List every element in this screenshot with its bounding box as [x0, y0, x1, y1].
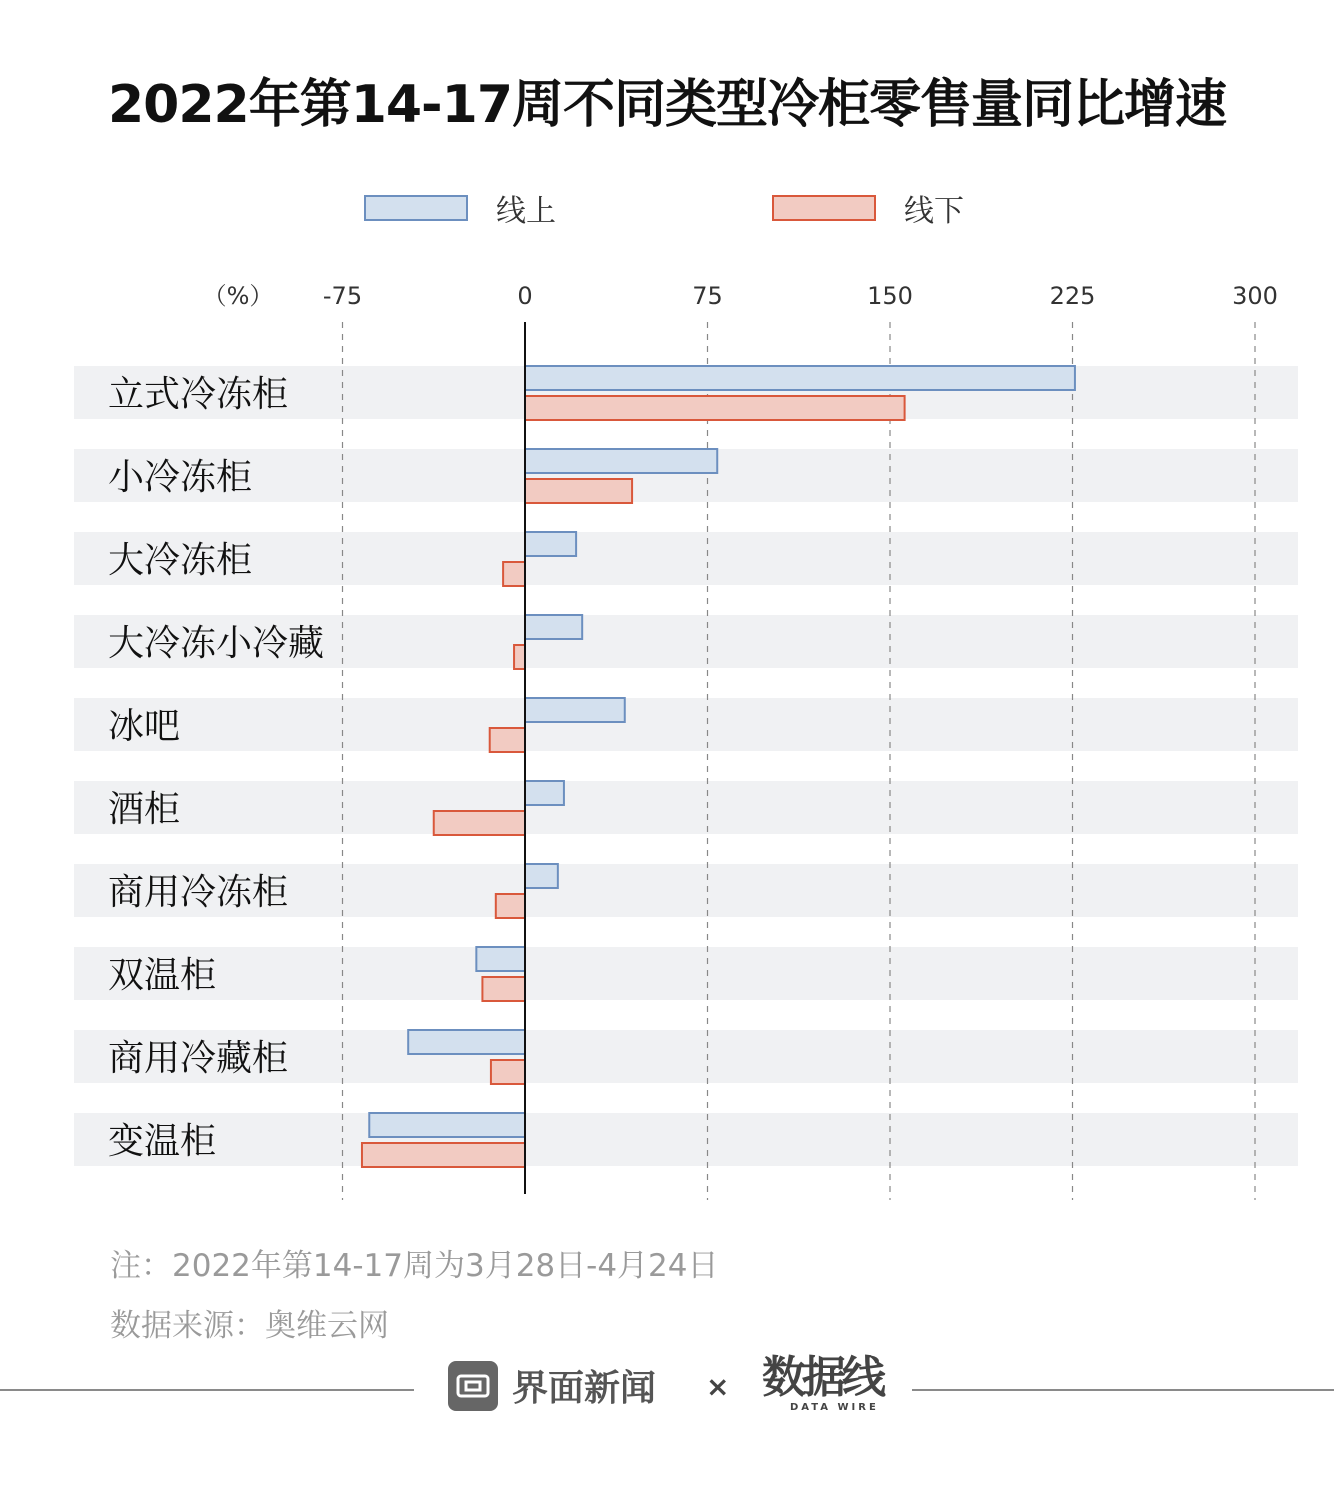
- bar-offline: [482, 977, 525, 1001]
- row-band: [74, 1113, 1298, 1166]
- bar-online: [476, 947, 525, 971]
- legend-label-offline: 线下: [904, 194, 964, 229]
- category-label: 变温柜: [108, 1121, 217, 1162]
- bar-online: [525, 532, 576, 556]
- category-label: 冰吧: [108, 706, 181, 747]
- bar-online: [369, 1113, 525, 1137]
- bar-online: [525, 864, 558, 888]
- x-tick-label: 150: [867, 282, 913, 310]
- row-band: [74, 532, 1298, 585]
- x-tick-label: 0: [517, 282, 533, 310]
- category-label: 商用冷藏柜: [108, 1038, 289, 1079]
- bar-offline: [491, 1060, 525, 1084]
- x-tick-label: 75: [692, 282, 723, 310]
- legend-label-online: 线上: [496, 194, 556, 229]
- bar-offline: [525, 479, 632, 503]
- brand-separator: ×: [706, 1370, 730, 1403]
- bar-offline: [503, 562, 525, 586]
- bar-offline: [434, 811, 525, 835]
- bar-offline: [490, 728, 525, 752]
- data-wire-logo: [762, 1350, 892, 1430]
- x-tick-label: -75: [322, 282, 363, 310]
- x-tick-label: 225: [1049, 282, 1096, 310]
- category-label: 双温柜: [108, 955, 217, 996]
- row-band: [74, 781, 1298, 834]
- row-band: [74, 947, 1298, 1000]
- bar-online: [525, 615, 582, 639]
- unit-label: （%）: [202, 282, 274, 310]
- bar-online: [408, 1030, 525, 1054]
- category-label: 大冷冻柜: [108, 540, 253, 581]
- jiemian-logo-icon: [448, 1361, 498, 1411]
- chart-note: 注：2022年第14-17周为3月28日-4月24日: [110, 1248, 719, 1284]
- bar-online: [525, 781, 564, 805]
- row-band: [74, 698, 1298, 751]
- bar-offline: [525, 396, 905, 420]
- category-label: 立式冷冻柜: [108, 374, 289, 415]
- brand-name: 界面新闻: [512, 1368, 657, 1409]
- footer-divider-left: [0, 1389, 414, 1391]
- x-tick-label: 300: [1232, 282, 1278, 310]
- bar-online: [525, 698, 625, 722]
- bar-online: [525, 366, 1075, 390]
- data-wire-logo-sub: DATA WIRE: [790, 1402, 879, 1413]
- data-source: 数据来源：奥维云网: [110, 1308, 389, 1344]
- category-label: 大冷冻小冷藏: [108, 623, 325, 664]
- category-label: 小冷冻柜: [108, 457, 253, 498]
- footer-divider-right: [912, 1389, 1334, 1391]
- chart-title: 2022年第14-17周不同类型冷柜零售量同比增速: [107, 75, 1227, 135]
- data-wire-logo-text: 数据线: [762, 1352, 882, 1403]
- bar-offline: [362, 1143, 525, 1167]
- bar-offline: [514, 645, 525, 669]
- brand-jiemian: [448, 1360, 656, 1411]
- bar-online: [525, 449, 717, 473]
- category-label: 酒柜: [108, 789, 181, 830]
- bar-offline: [496, 894, 525, 918]
- category-label: 商用冷冻柜: [108, 872, 289, 913]
